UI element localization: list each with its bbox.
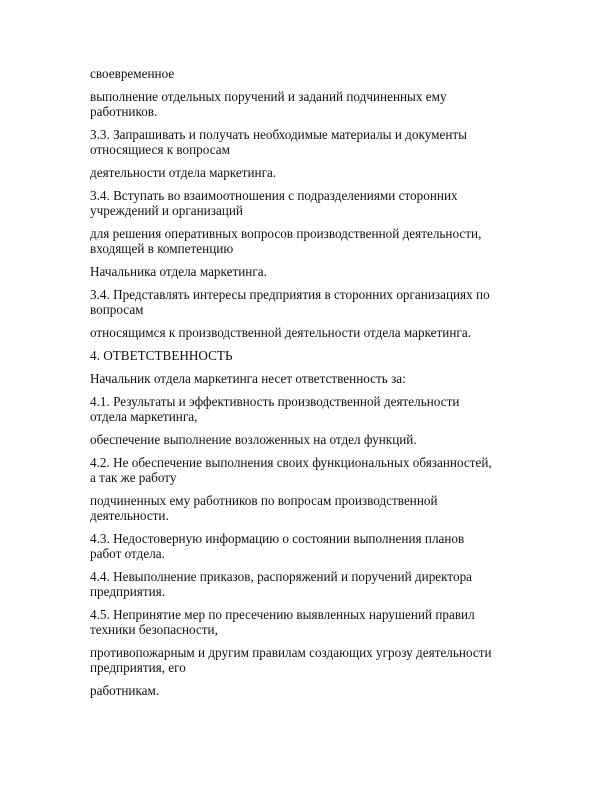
paragraph-7 bbox=[90, 264, 530, 279]
document-page bbox=[90, 66, 530, 706]
paragraph-17 bbox=[90, 569, 530, 599]
text-line: учреждений и организаций bbox=[90, 203, 243, 218]
paragraph-14 bbox=[90, 455, 530, 485]
paragraph-1 bbox=[90, 66, 530, 81]
text-line: 4.4. Невыполнение приказов, распоряжений и поручений директора bbox=[90, 569, 473, 584]
text-line: работ отдела. bbox=[90, 546, 165, 561]
text-line: относящимся к производственной деятельности отдела маркетинга. bbox=[90, 325, 471, 340]
text-line: деятельности отдела маркетинга. bbox=[90, 165, 277, 180]
text-line: входящей в компетенцию bbox=[90, 241, 234, 256]
paragraph-13 bbox=[90, 432, 530, 447]
text-line: работникам. bbox=[90, 683, 160, 698]
paragraph-11 bbox=[90, 371, 530, 386]
paragraph-6 bbox=[90, 226, 530, 256]
paragraph-5 bbox=[90, 188, 530, 218]
text-line: обеспечение выполнение возложенных на отдел функций. bbox=[90, 432, 417, 447]
text-line: 4.5. Непринятие мер по пресечению выявленных нарушений правил bbox=[90, 607, 475, 622]
text-line: подчиненных ему работников по вопросам производственной bbox=[90, 493, 438, 508]
paragraph-8 bbox=[90, 287, 530, 317]
paragraph-19 bbox=[90, 645, 530, 675]
paragraph-20 bbox=[90, 683, 530, 698]
text-line: 3.4. Представлять интересы предприятия в сторонних организациях по bbox=[90, 287, 490, 302]
paragraph-4 bbox=[90, 165, 530, 180]
text-line: Начальника отдела маркетинга. bbox=[90, 264, 267, 279]
text-line: деятельности. bbox=[90, 508, 169, 523]
section-heading bbox=[90, 348, 530, 363]
paragraph-16 bbox=[90, 531, 530, 561]
text-line: выполнение отдельных поручений и заданий подчиненных ему bbox=[90, 89, 447, 104]
text-line: 4.1. Результаты и эффективность производственной деятельности bbox=[90, 394, 460, 409]
text-line: 4.3. Недостоверную информацию о состоянии выполнения планов bbox=[90, 531, 465, 546]
text-line: техники безопасности, bbox=[90, 622, 218, 637]
paragraph-3 bbox=[90, 127, 530, 157]
text-line: 3.4. Вступать во взаимоотношения с подразделениями сторонних bbox=[90, 188, 458, 203]
text-line: работников. bbox=[90, 104, 158, 119]
heading-line: 4. ОТВЕТСТВЕННОСТЬ bbox=[90, 348, 233, 363]
paragraph-2 bbox=[90, 89, 530, 119]
text-line: противопожарным и другим правилам создающих угрозу деятельности bbox=[90, 645, 492, 660]
text-line: предприятия, его bbox=[90, 660, 186, 675]
text-line: своевременное bbox=[90, 66, 175, 81]
text-line: для решения оперативных вопросов производственной деятельности, bbox=[90, 226, 482, 241]
text-line: 4.2. Не обеспечение выполнения своих функциональных обязанностей, bbox=[90, 455, 492, 470]
paragraph-12 bbox=[90, 394, 530, 424]
text-line: предприятия. bbox=[90, 584, 165, 599]
paragraph-15 bbox=[90, 493, 530, 523]
text-line: Начальник отдела маркетинга несет ответственность за: bbox=[90, 371, 406, 386]
paragraph-18 bbox=[90, 607, 530, 637]
text-line: отдела маркетинга, bbox=[90, 409, 198, 424]
text-line: относящиеся к вопросам bbox=[90, 142, 230, 157]
text-line: 3.3. Запрашивать и получать необходимые материалы и документы bbox=[90, 127, 467, 142]
text-line: а так же работу bbox=[90, 470, 177, 485]
text-line: вопросам bbox=[90, 302, 144, 317]
paragraph-9 bbox=[90, 325, 530, 340]
